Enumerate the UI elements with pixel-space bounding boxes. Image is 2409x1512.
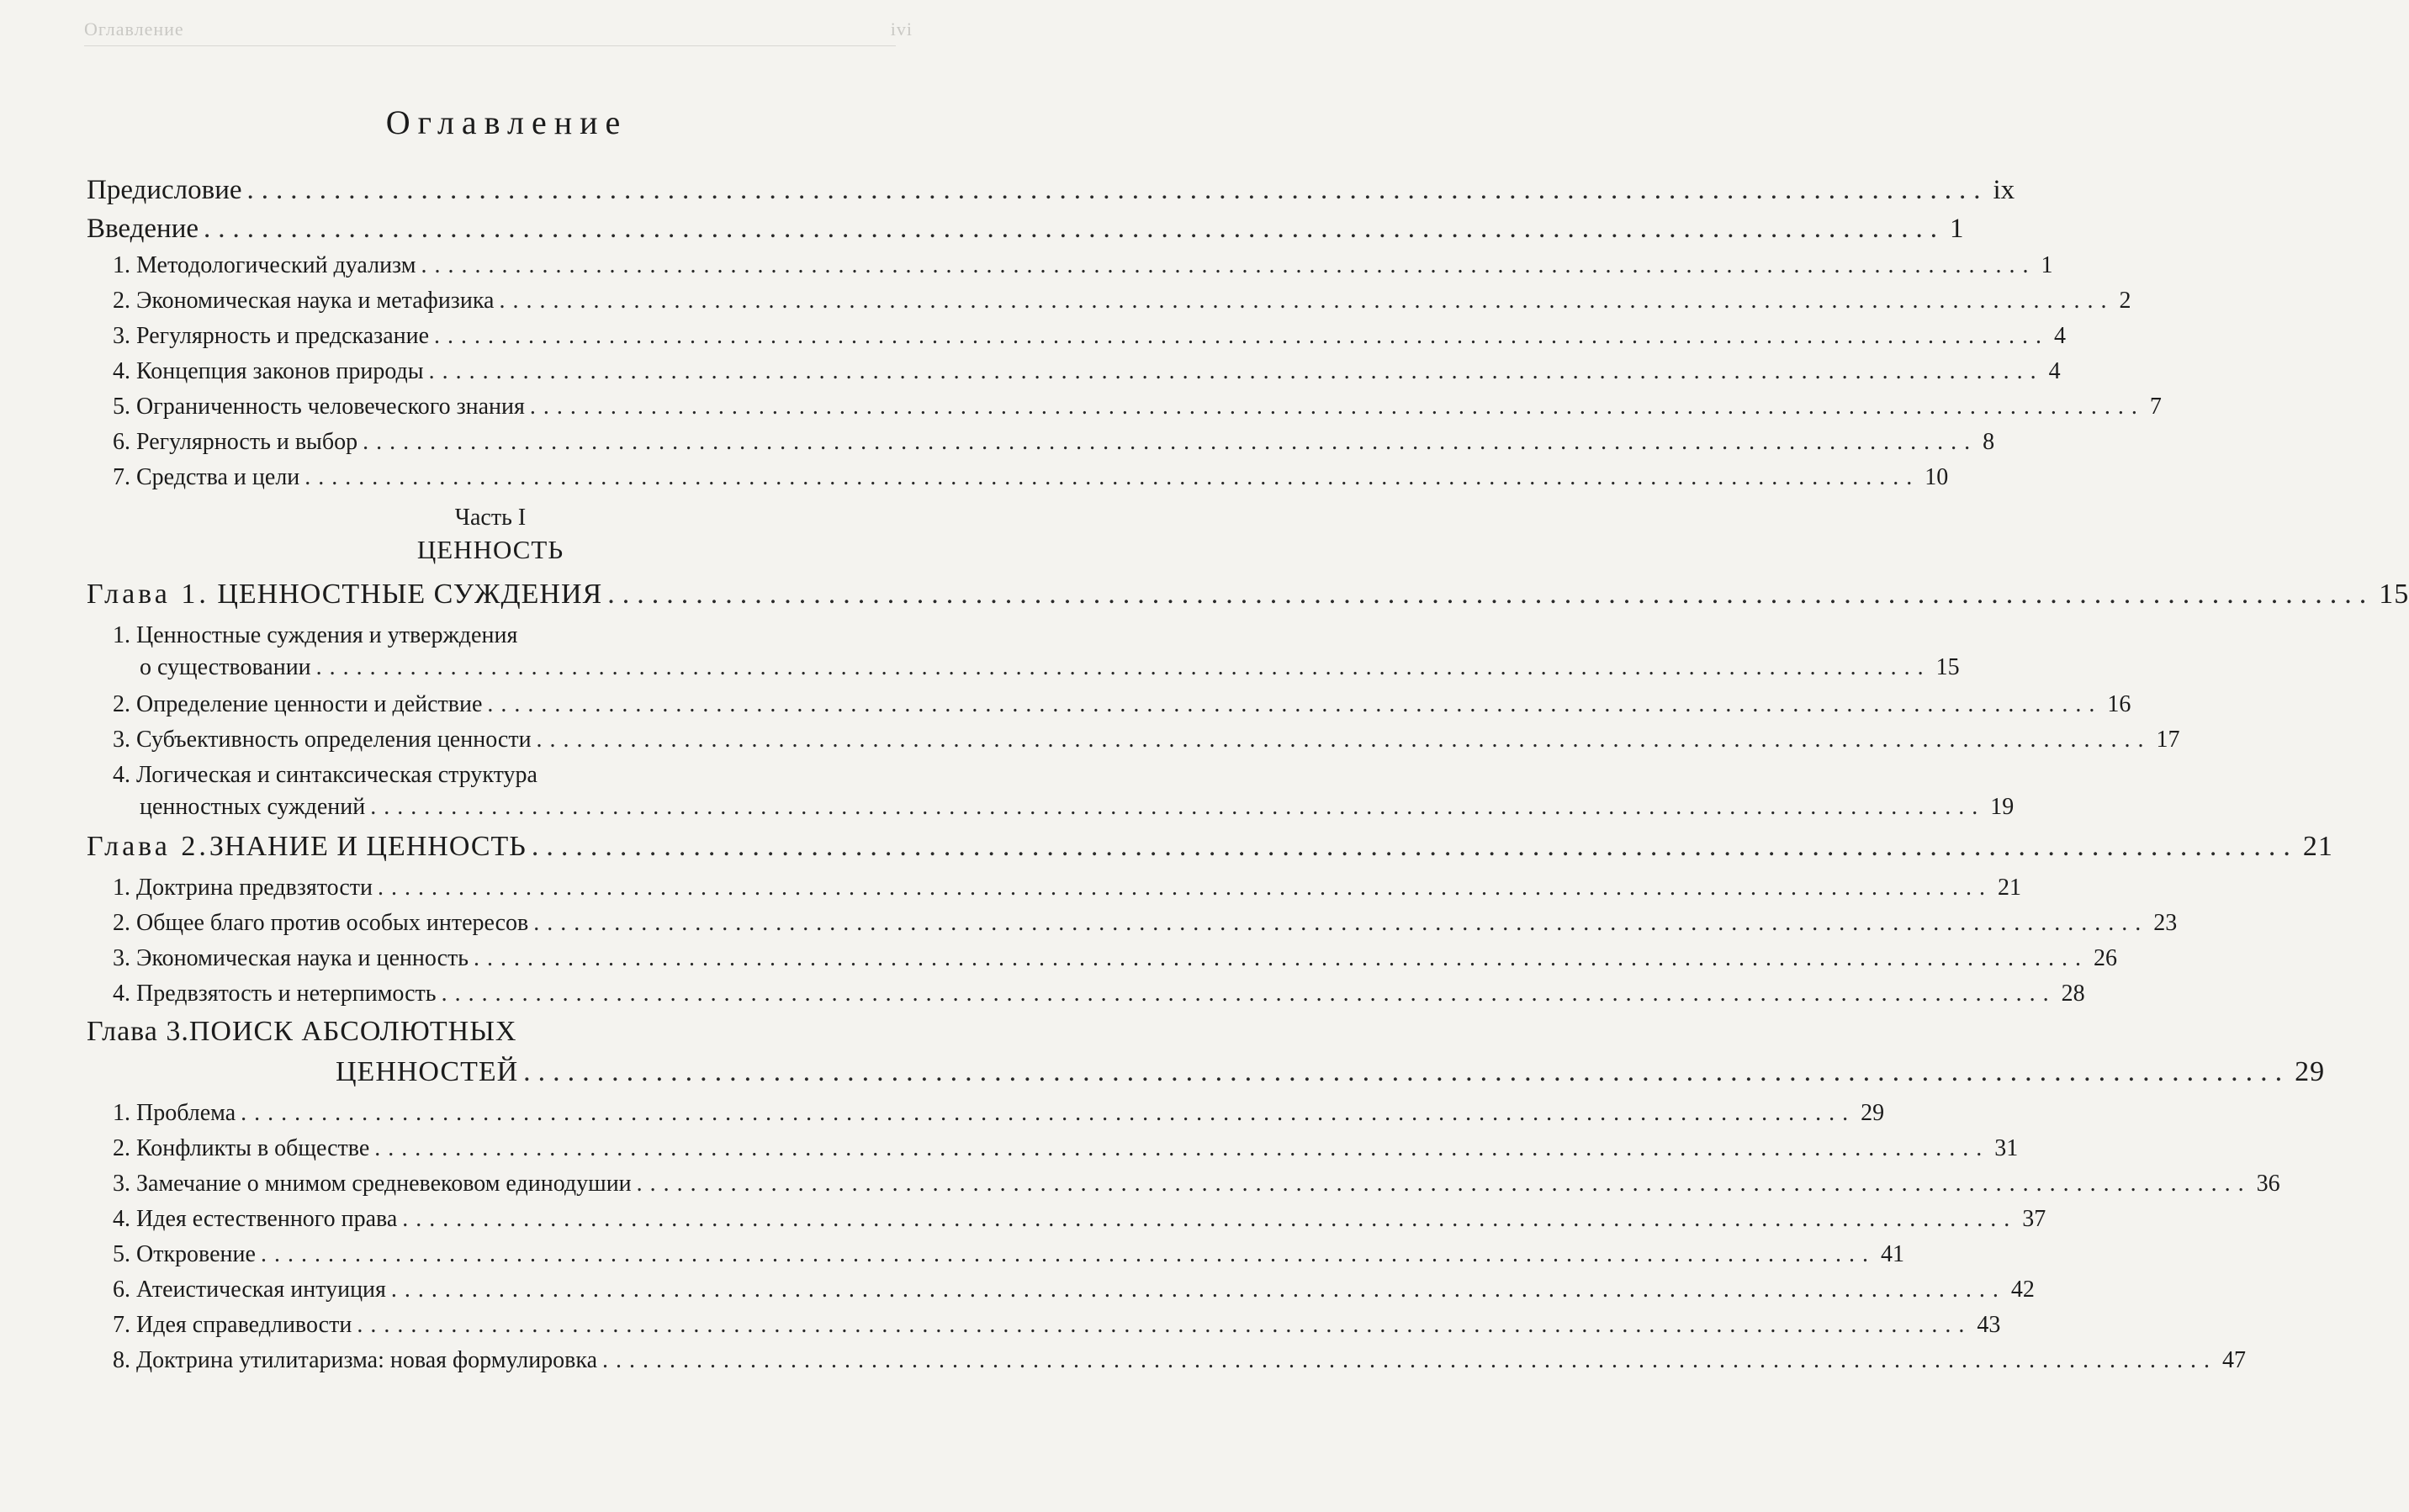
dot-leader: ........................................................................................................................ xyxy=(636,1171,2252,1197)
toc-entry-intro-4: 4. Концепция законов природы ........................................................................................................................ 4 xyxy=(113,358,2061,384)
toc-entry-intro-3: 3. Регулярность и предсказание ........................................................................................................................ 4 xyxy=(113,323,2067,349)
table-of-contents xyxy=(87,175,2409,1382)
dot-leader: ........................................................................................................................ xyxy=(315,654,1931,680)
chapter-prefix: Глава 1. xyxy=(87,579,209,610)
dot-leader: ........................................................................................................................ xyxy=(441,981,2057,1007)
chapter-title: ЦЕННОСТНЫЕ СУЖДЕНИЯ xyxy=(217,579,603,610)
chapter-title: ЗНАНИЕ И ЦЕННОСТЬ xyxy=(209,831,527,862)
toc-entry-ch3-6: 6. Атеистическая интуиция ........................................................................................................................ 42 xyxy=(113,1277,2035,1303)
toc-entry-ch3-8: 8. Доктрина утилитаризма: новая формулировка ........................................................................................................................ 47 xyxy=(113,1347,2247,1373)
chapter-title: ПОИСК АБСОЛЮТНЫХ xyxy=(188,1016,517,1047)
toc-entry-ch2-2: 2. Общее благо против особых интересов ........................................................................................................................ 23 xyxy=(113,910,2178,936)
dot-leader: ........................................................................................................................ xyxy=(370,794,1986,820)
toc-entry-ch1-2: 2. Определение ценности и действие ........................................................................................................................ 16 xyxy=(113,691,2131,717)
toc-chapter-1: Глава 1. ЦЕННОСТНЫЕ СУЖДЕНИЯ ........................................................................................................................ 15 xyxy=(87,579,2409,610)
toc-entry-intro-2: 2. Экономическая наука и метафизика ........................................................................................................................ 2 xyxy=(113,288,2131,314)
toc-entry-intro-5: 5. Ограниченность человеческого знания ........................................................................................................................ 7 xyxy=(113,394,2162,420)
dot-leader: ........................................................................................................................ xyxy=(536,727,2152,753)
toc-entry-introduction: Введение ........................................................................................................................ 1 xyxy=(87,214,1964,244)
dot-leader: ........................................................................................................................ xyxy=(390,1277,2006,1303)
toc-entry-intro-6: 6. Регулярность и выбор ........................................................................................................................ 8 xyxy=(113,429,1995,455)
dot-leader: ........................................................................................................................ xyxy=(402,1206,2018,1232)
toc-entry-ch3-2: 2. Конфликты в обществе ........................................................................................................................ 31 xyxy=(113,1135,2019,1161)
dot-leader: ........................................................................................................................ xyxy=(357,1312,1972,1338)
dot-leader: ........................................................................................................................ xyxy=(246,175,1988,205)
toc-entry-ch1-1-line1: 1. Ценностные суждения и утверждения xyxy=(113,622,518,648)
toc-chapter-3-line2: ЦЕННОСТЕЙ ........................................................................................................................ 29 xyxy=(336,1056,2326,1087)
toc-entry-ch3-5: 5. Откровение ........................................................................................................................ 41 xyxy=(113,1241,1904,1267)
toc-entry-ch3-3: 3. Замечание о мнимом средневековом единодушии ........................................................................................................................ 36 xyxy=(113,1171,2280,1197)
toc-entry-ch1-3: 3. Субъективность определения ценности ........................................................................................................................ 17 xyxy=(113,727,2180,753)
toc-entry-ch3-4: 4. Идея естественного права ........................................................................................................................ 37 xyxy=(113,1206,2046,1232)
toc-chapter-2: Глава 2.ЗНАНИЕ И ЦЕННОСТЬ ........................................................................................................................ 21 xyxy=(87,831,2333,862)
toc-entry-ch1-4-line1: 4. Логическая и синтаксическая структура xyxy=(113,762,537,788)
dot-leader: ........................................................................................................................ xyxy=(434,323,2050,349)
dot-leader: ........................................................................................................................ xyxy=(602,1347,2218,1373)
dot-leader: ........................................................................................................................ xyxy=(377,875,1993,901)
running-head-title: Оглавление xyxy=(84,19,184,40)
dot-leader: ........................................................................................................................ xyxy=(531,831,2298,862)
toc-entry-preface: Предисловие ........................................................................................................................ ix xyxy=(87,175,2015,205)
dot-leader: ........................................................................................................................ xyxy=(607,579,2375,610)
dot-leader: ........................................................................................................................ xyxy=(533,910,2149,936)
dot-leader: ........................................................................................................................ xyxy=(363,429,1978,455)
toc-entry-ch3-7: 7. Идея справедливости ........................................................................................................................ 43 xyxy=(113,1312,2001,1338)
toc-entry-ch2-3: 3. Экономическая наука и ценность ........................................................................................................................ 26 xyxy=(113,945,2118,971)
dot-leader: ........................................................................................................................ xyxy=(523,1056,2290,1087)
chapter-prefix: Глава 3. xyxy=(87,1016,189,1047)
toc-entry-ch2-4: 4. Предвзятость и нетерпимость ........................................................................................................................ 28 xyxy=(113,981,2085,1007)
dot-leader: ........................................................................................................................ xyxy=(529,394,2145,420)
dot-leader: ........................................................................................................................ xyxy=(204,214,1946,244)
dot-leader: ........................................................................................................................ xyxy=(260,1241,1876,1267)
dot-leader: ........................................................................................................................ xyxy=(487,691,2103,717)
dot-leader: ........................................................................................................................ xyxy=(241,1100,1856,1126)
chapter-prefix: Глава 2. xyxy=(87,831,209,862)
dot-leader: ........................................................................................................................ xyxy=(374,1135,1990,1161)
dot-leader: ........................................................................................................................ xyxy=(421,252,2036,278)
dot-leader: ........................................................................................................................ xyxy=(474,945,2089,971)
dot-leader: ........................................................................................................................ xyxy=(428,358,2044,384)
toc-entry-ch3-1: 1. Проблема ........................................................................................................................ 29 xyxy=(113,1100,1885,1126)
running-head xyxy=(84,19,913,46)
toc-entry-ch1-1-line2: о существовании ........................................................................................................................ 15 xyxy=(140,654,1960,680)
running-head-page: ivi xyxy=(890,19,913,40)
toc-chapter-3-line1 xyxy=(87,1016,894,1056)
page-title: Оглавление xyxy=(385,103,628,141)
dot-leader: ........................................................................................................................ xyxy=(304,464,1920,490)
part-name: ЦЕННОСТЬ xyxy=(416,535,564,564)
toc-entry-ch1-4-line2: ценностных суждений ........................................................................................................................ 19 xyxy=(140,794,2015,820)
toc-entry-intro-1: 1. Методологический дуализм ........................................................................................................................ 1 xyxy=(113,252,2053,278)
toc-entry-intro-7: 7. Средства и цели ........................................................................................................................ 10 xyxy=(113,464,1949,490)
dot-leader: ........................................................................................................................ xyxy=(499,288,2115,314)
part-label: Часть I xyxy=(454,505,527,531)
toc-entry-ch2-1: 1. Доктрина предвзятости ........................................................................................................................ 21 xyxy=(113,875,2021,901)
